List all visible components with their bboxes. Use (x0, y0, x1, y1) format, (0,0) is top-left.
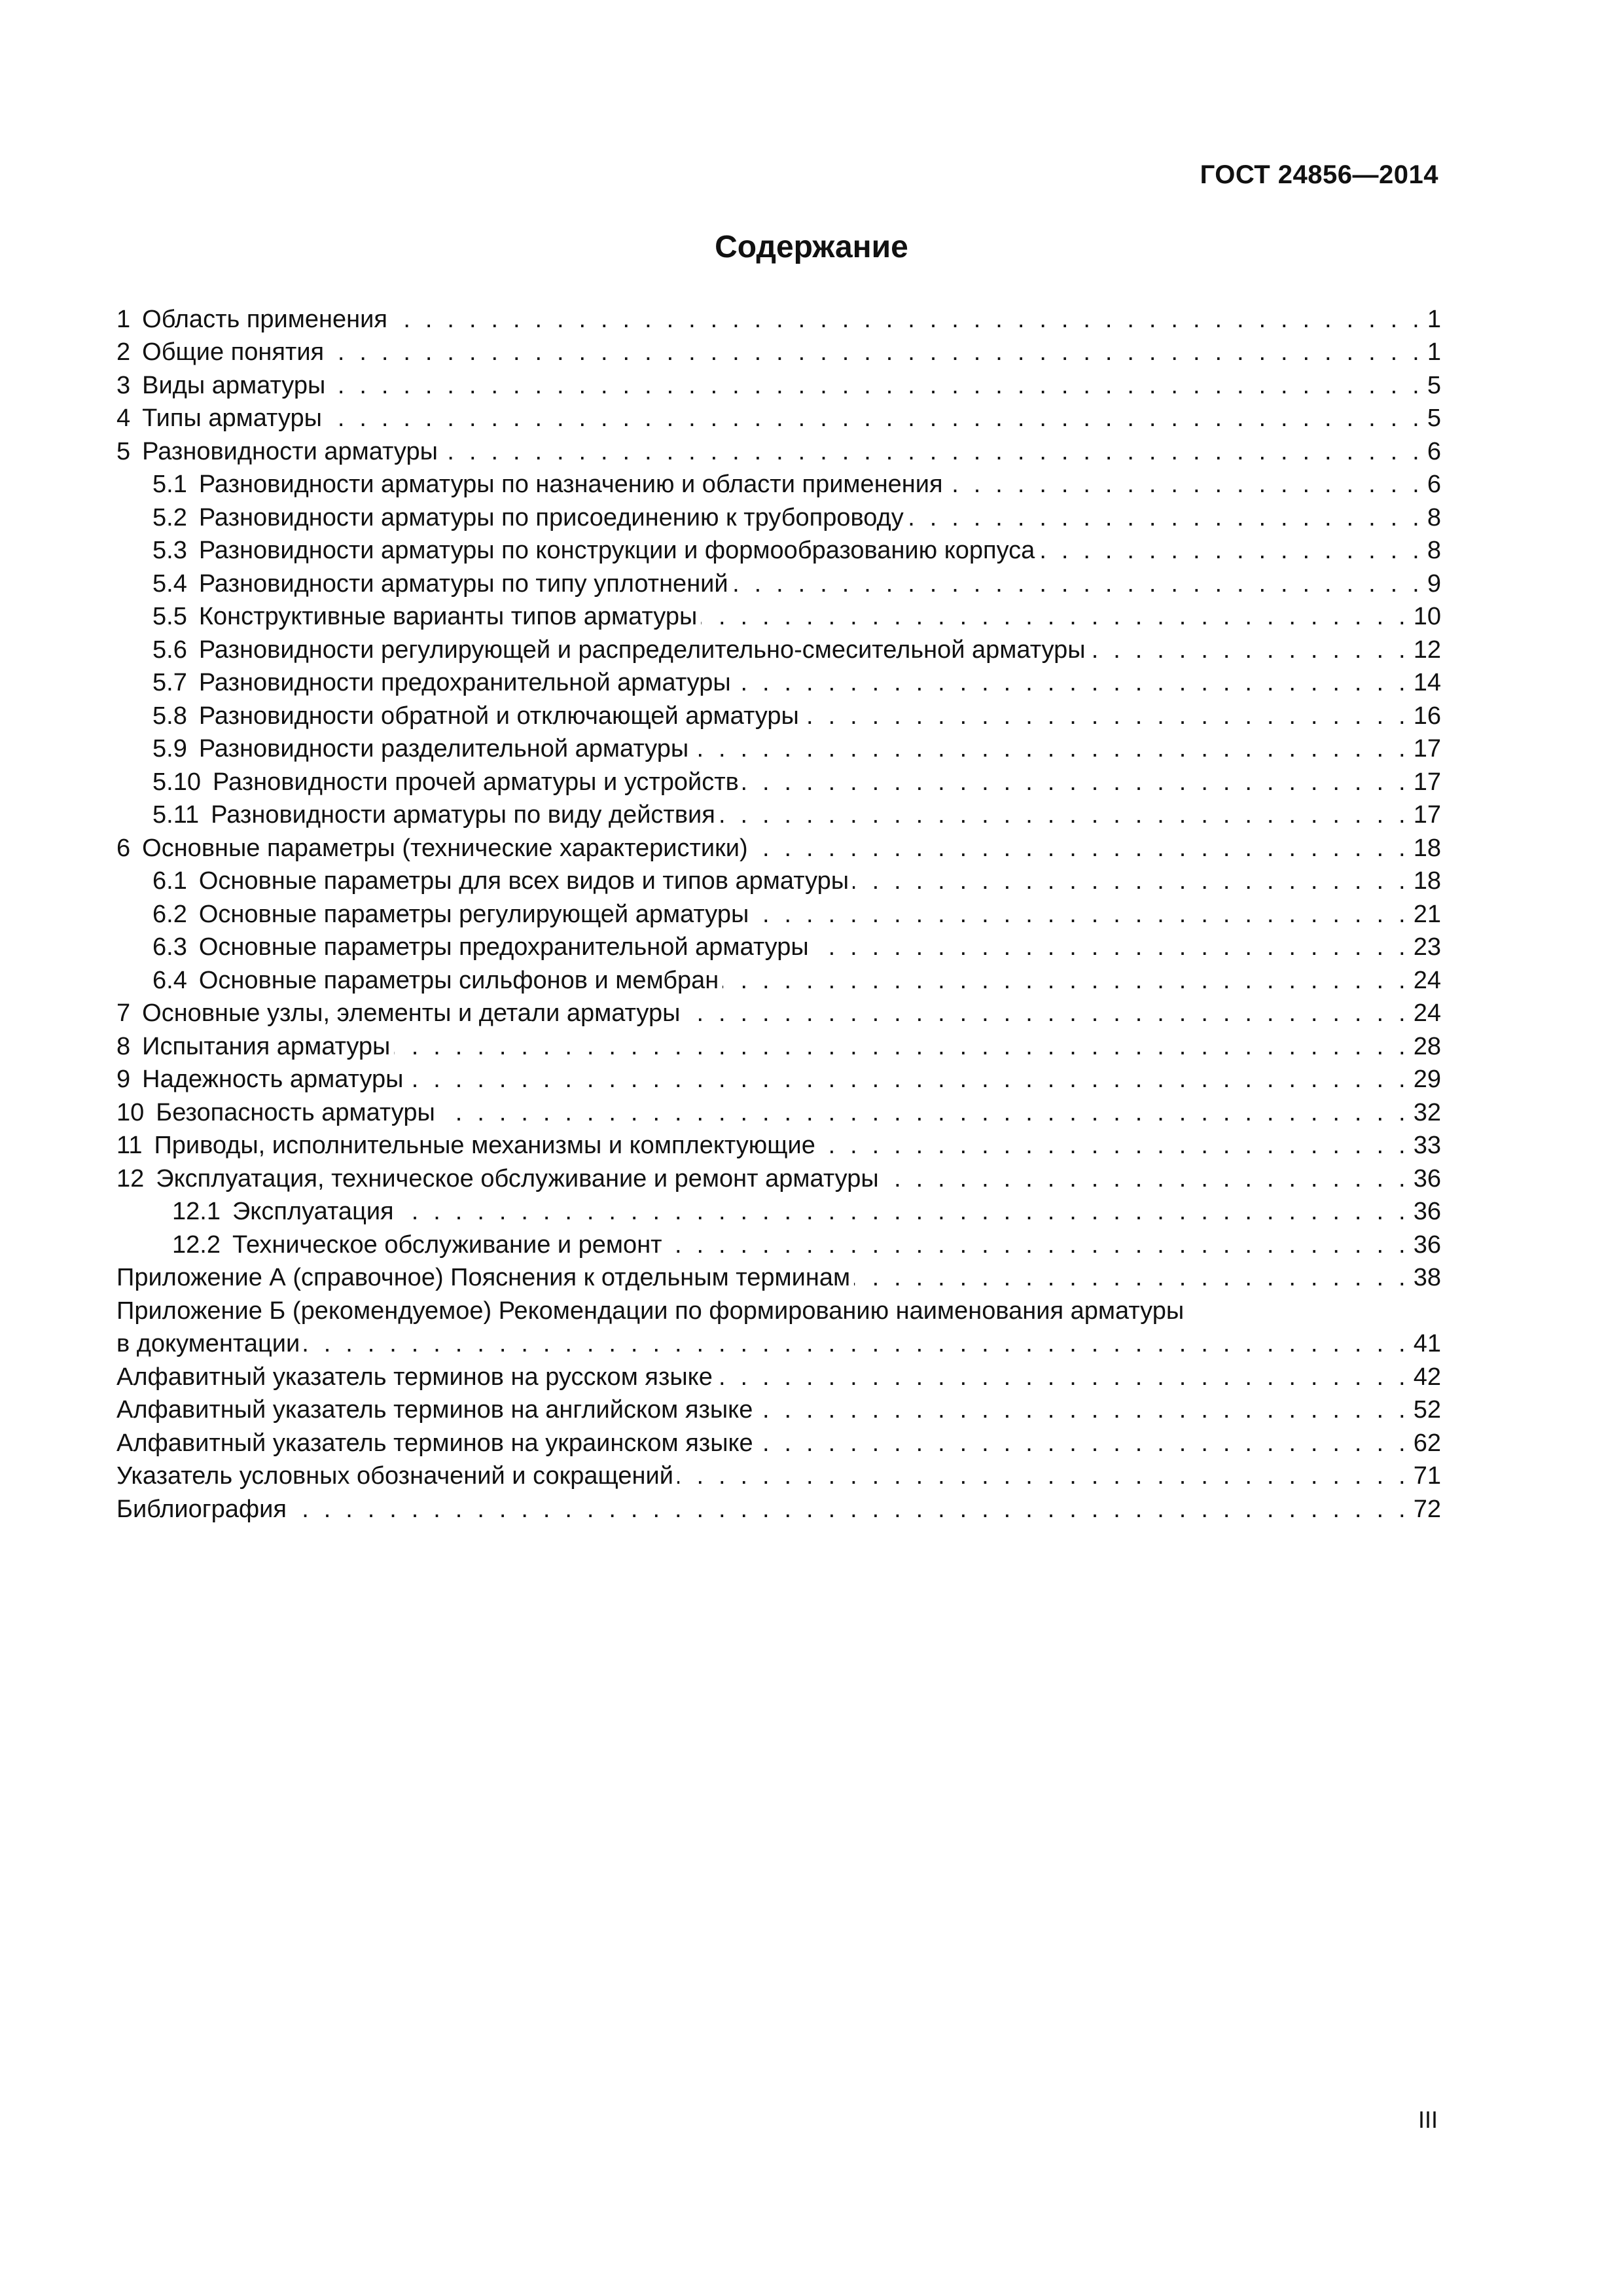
toc-entry-number: 5.8 (152, 702, 187, 730)
toc-entry[interactable] (116, 336, 1441, 369)
toc-entry-number: 5.10 (152, 768, 201, 796)
toc-entry-text: Безопасность арматуры (156, 1098, 435, 1126)
toc-leader-dots (722, 964, 1409, 997)
toc-entry-text: Основные параметры регулирующей арматуры (198, 900, 749, 928)
toc-entry-text: Область применения (142, 305, 387, 333)
toc-entry-page: 9 (1427, 569, 1441, 598)
toc-entry-number: 12 (116, 1164, 145, 1193)
toc-entry-text: Основные параметры сильфонов и мембран (198, 966, 719, 994)
toc-entry-text: Приложение Б (рекомендуемое) Рекомендации по формированию наименования арматуры (116, 1297, 1185, 1325)
toc-list (116, 302, 1441, 1526)
toc-entry[interactable] (116, 402, 1441, 435)
toc-entry-number: 5.5 (152, 603, 187, 630)
toc-entry[interactable] (116, 302, 1441, 336)
toc-entry-page: 18 (1413, 867, 1441, 895)
toc-entry-text: Разновидности арматуры по назначению и области применения (198, 471, 943, 498)
toc-entry-number: 5.6 (152, 636, 187, 664)
toc-leader-dots (1090, 634, 1410, 666)
page-number: III (1418, 2106, 1438, 2133)
toc-entry-text: Основные параметры для всех видов и типов арматуры (198, 867, 849, 895)
toc-entry[interactable] (116, 931, 1441, 964)
toc-entry-page: 36 (1413, 1164, 1441, 1193)
toc-entry[interactable] (116, 1393, 1441, 1427)
toc-entry[interactable] (116, 1096, 1441, 1129)
toc-entry[interactable] (116, 1228, 1441, 1261)
toc-entry-page: 8 (1427, 503, 1441, 531)
toc-entry-text: Приложение А (справочное) Пояснения к отдельным терминам (116, 1264, 851, 1291)
toc-leader-dots (732, 567, 1423, 600)
toc-leader-dots (394, 1030, 1409, 1063)
toc-entry-text: Эксплуатация (232, 1198, 394, 1225)
toc-entry-page: 32 (1413, 1098, 1441, 1126)
toc-leader-dots (752, 832, 1410, 865)
toc-leader-dots (753, 898, 1409, 931)
toc-entry-number: 8 (116, 1032, 131, 1060)
toc-leader-dots (684, 997, 1409, 1030)
toc-entry-text: Надежность арматуры (142, 1066, 404, 1093)
toc-entry-text: Основные узлы, элементы и детали арматуры (142, 999, 681, 1027)
toc-entry-page: 17 (1413, 768, 1441, 796)
toc-entry-page: 6 (1427, 471, 1441, 498)
toc-leader-dots (328, 336, 1423, 368)
toc-leader-dots (407, 1063, 1409, 1096)
toc-entry-text: в документации (116, 1330, 300, 1357)
toc-entry-text: Техническое обслуживание и ремонт (232, 1230, 662, 1259)
toc-entry[interactable] (116, 600, 1441, 634)
toc-leader-dots (803, 700, 1410, 732)
toc-entry[interactable] (116, 666, 1441, 700)
toc-entry-text: Разновидности предохранительной арматуры (198, 669, 731, 696)
toc-entry-page: 24 (1413, 999, 1441, 1027)
toc-entry-number: 4 (116, 404, 131, 432)
toc-entry-number: 6.2 (152, 900, 187, 928)
toc-entry-page: 38 (1413, 1264, 1441, 1291)
toc-entry[interactable] (116, 1162, 1441, 1195)
toc-entry-text: Разновидности арматуры по виду действия (211, 801, 715, 829)
toc-leader-dots (304, 1327, 1409, 1360)
toc-entry-text: Алфавитный указатель терминов на английском языке (116, 1396, 753, 1424)
toc-entry-page: 12 (1413, 636, 1441, 664)
toc-entry-text: Указатель условных обозначений и сокращений (116, 1462, 673, 1490)
toc-entry-number: 5.11 (152, 801, 200, 829)
toc-leader-dots (442, 435, 1423, 468)
toc-entry-page: 41 (1413, 1330, 1441, 1357)
toc-leader-dots (692, 732, 1410, 765)
toc-leader-dots (329, 369, 1423, 402)
toc-entry[interactable] (116, 1030, 1441, 1063)
toc-entry-text: Разновидности регулирующей и распределительно-смесительной арматуры (198, 636, 1086, 664)
toc-entry-page: 36 (1413, 1230, 1441, 1259)
toc-entry-text: Основные параметры (технические характеристики) (142, 834, 748, 862)
toc-leader-dots (947, 468, 1423, 501)
toc-entry-text: Общие понятия (142, 338, 325, 366)
toc-entry-number: 9 (116, 1066, 131, 1093)
toc-leader-dots (1039, 534, 1423, 567)
toc-leader-dots (743, 766, 1410, 798)
toc-title: Содержание (715, 230, 908, 264)
toc-entry-text: Эксплуатация, техническое обслуживание и ремонт арматуры (156, 1164, 879, 1193)
toc-entry-page: 1 (1427, 305, 1441, 333)
toc-leader-dots (853, 865, 1410, 897)
toc-entry-page: 42 (1413, 1363, 1441, 1391)
toc-entry[interactable] (116, 765, 1441, 798)
toc-entry-text: Типы арматуры (142, 404, 322, 432)
toc-entry[interactable] (116, 1327, 1441, 1361)
document-code: ГОСТ 24856—2014 (1200, 160, 1438, 189)
toc-entry-page: 52 (1413, 1396, 1441, 1424)
toc-leader-dots (735, 666, 1410, 699)
toc-entry-text: Приводы, исполнительные механизмы и комплектующие (154, 1132, 815, 1159)
toc-entry-text: Разновидности прочей арматуры и устройств (212, 768, 739, 796)
toc-entry-number: 5 (116, 437, 131, 465)
toc-entry-page: 8 (1427, 537, 1441, 564)
toc-entry-number: 6.1 (152, 867, 187, 895)
toc-entry[interactable] (116, 1492, 1441, 1526)
toc-entry[interactable] (116, 897, 1441, 931)
toc-entry-number: 1 (116, 305, 131, 333)
toc-entry-page: 36 (1413, 1198, 1441, 1225)
toc-entry-number: 6.3 (152, 933, 187, 961)
toc-entry[interactable] (116, 435, 1441, 468)
toc-entry[interactable] (116, 1129, 1441, 1162)
toc-entry[interactable] (116, 633, 1441, 666)
toc-leader-dots (757, 1427, 1410, 1460)
toc-entry-number: 5.1 (152, 471, 187, 498)
toc-entry-text: Разновидности арматуры по конструкции и формообразованию корпуса (198, 537, 1035, 564)
toc-entry-page: 14 (1413, 669, 1441, 696)
toc-entry-page: 71 (1413, 1462, 1441, 1490)
toc-entry[interactable] (116, 368, 1441, 402)
toc-entry[interactable] (116, 1261, 1441, 1295)
toc-leader-dots (326, 402, 1423, 435)
toc-entry-text: Разновидности арматуры по типу уплотнений (198, 569, 728, 598)
toc-leader-dots (291, 1493, 1410, 1526)
toc-entry[interactable] (116, 1460, 1441, 1493)
toc-entry[interactable] (116, 963, 1441, 997)
toc-entry-page: 18 (1413, 834, 1441, 862)
toc-entry[interactable] (116, 865, 1441, 898)
toc-entry-text: Разновидности арматуры (142, 437, 438, 465)
toc-entry-number: 12.1 (172, 1198, 221, 1225)
toc-entry-text: Разновидности разделительной арматуры (198, 735, 689, 762)
toc-entry-number: 5.9 (152, 735, 187, 762)
toc-leader-dots (854, 1261, 1410, 1294)
toc-entry-page: 72 (1413, 1495, 1441, 1523)
toc-entry[interactable] (116, 798, 1441, 832)
toc-entry-number: 3 (116, 371, 131, 399)
toc-entry-number: 2 (116, 338, 131, 366)
toc-entry-number: 10 (116, 1098, 145, 1126)
toc-entry-page: 24 (1413, 966, 1441, 994)
toc-entry-number: 11 (116, 1132, 143, 1159)
toc-entry[interactable] (116, 831, 1441, 865)
toc-entry-text: Конструктивные варианты типов арматуры (198, 603, 698, 630)
toc-entry[interactable] (116, 468, 1441, 501)
toc-entry[interactable] (116, 1426, 1441, 1460)
toc-entry-number: 6.4 (152, 966, 187, 994)
toc-entry-number: 5.7 (152, 669, 187, 696)
toc-entry-text: Виды арматуры (142, 371, 326, 399)
toc-entry-number: 7 (116, 999, 131, 1027)
toc-entry-number: 6 (116, 834, 131, 862)
toc-entry-page: 28 (1413, 1032, 1441, 1060)
toc-leader-dots (757, 1393, 1409, 1426)
toc-entry-page: 21 (1413, 900, 1441, 928)
toc-entry-number: 12.2 (172, 1230, 221, 1259)
toc-entry-page: 62 (1413, 1429, 1441, 1457)
toc-entry[interactable] (116, 732, 1441, 766)
toc-entry-page: 5 (1427, 404, 1441, 432)
toc-leader-dots (391, 303, 1423, 336)
toc-entry-text: Основные параметры предохранительной арматуры (198, 933, 809, 961)
toc-entry-page: 1 (1427, 338, 1441, 366)
toc-entry-text: Испытания арматуры (142, 1032, 391, 1060)
toc-entry-page: 23 (1413, 933, 1441, 961)
toc-entry-text: Алфавитный указатель терминов на украинском языке (116, 1429, 753, 1457)
toc-entry[interactable] (116, 1360, 1441, 1393)
toc-leader-dots (717, 1361, 1410, 1393)
toc-leader-dots (719, 798, 1410, 831)
toc-entry-page: 33 (1413, 1132, 1441, 1159)
toc-entry-number: 5.4 (152, 569, 187, 598)
toc-entry-page: 5 (1427, 371, 1441, 399)
toc-entry-page: 10 (1413, 603, 1441, 630)
toc-leader-dots (908, 501, 1423, 534)
toc-entry-page: 16 (1413, 702, 1441, 730)
toc-entry-number: 5.2 (152, 503, 187, 531)
toc-entry-page: 29 (1413, 1066, 1441, 1093)
toc-leader-dots (439, 1096, 1410, 1129)
toc-entry-text: Разновидности арматуры по присоединению к трубопроводу (198, 503, 904, 531)
toc-entry[interactable] (116, 567, 1441, 600)
toc-leader-dots (883, 1162, 1410, 1195)
toc-leader-dots (398, 1195, 1410, 1228)
toc-leader-dots (813, 931, 1410, 963)
toc-entry[interactable] (116, 534, 1441, 567)
toc-entry-number: 5.3 (152, 537, 187, 564)
toc-entry-text: Библиография (116, 1495, 287, 1523)
toc-leader-dots (819, 1129, 1410, 1162)
toc-entry-text: Разновидности обратной и отключающей арматуры (198, 702, 799, 730)
toc-entry[interactable] (116, 699, 1441, 732)
toc-entry-page: 17 (1413, 735, 1441, 762)
toc-entry-text: Алфавитный указатель терминов на русском языке (116, 1363, 713, 1391)
toc-leader-dots (677, 1460, 1410, 1492)
toc-entry-page: 17 (1413, 801, 1441, 829)
toc-entry[interactable] (116, 1195, 1441, 1229)
toc-entry[interactable] (116, 997, 1441, 1030)
toc-entry[interactable] (116, 1294, 1441, 1327)
toc-leader-dots (701, 600, 1409, 633)
toc-entry-page: 6 (1427, 437, 1441, 465)
toc-entry[interactable] (116, 501, 1441, 534)
toc-leader-dots (666, 1229, 1410, 1261)
toc-entry[interactable] (116, 1063, 1441, 1096)
toc-leader-dots (1188, 1295, 1437, 1327)
